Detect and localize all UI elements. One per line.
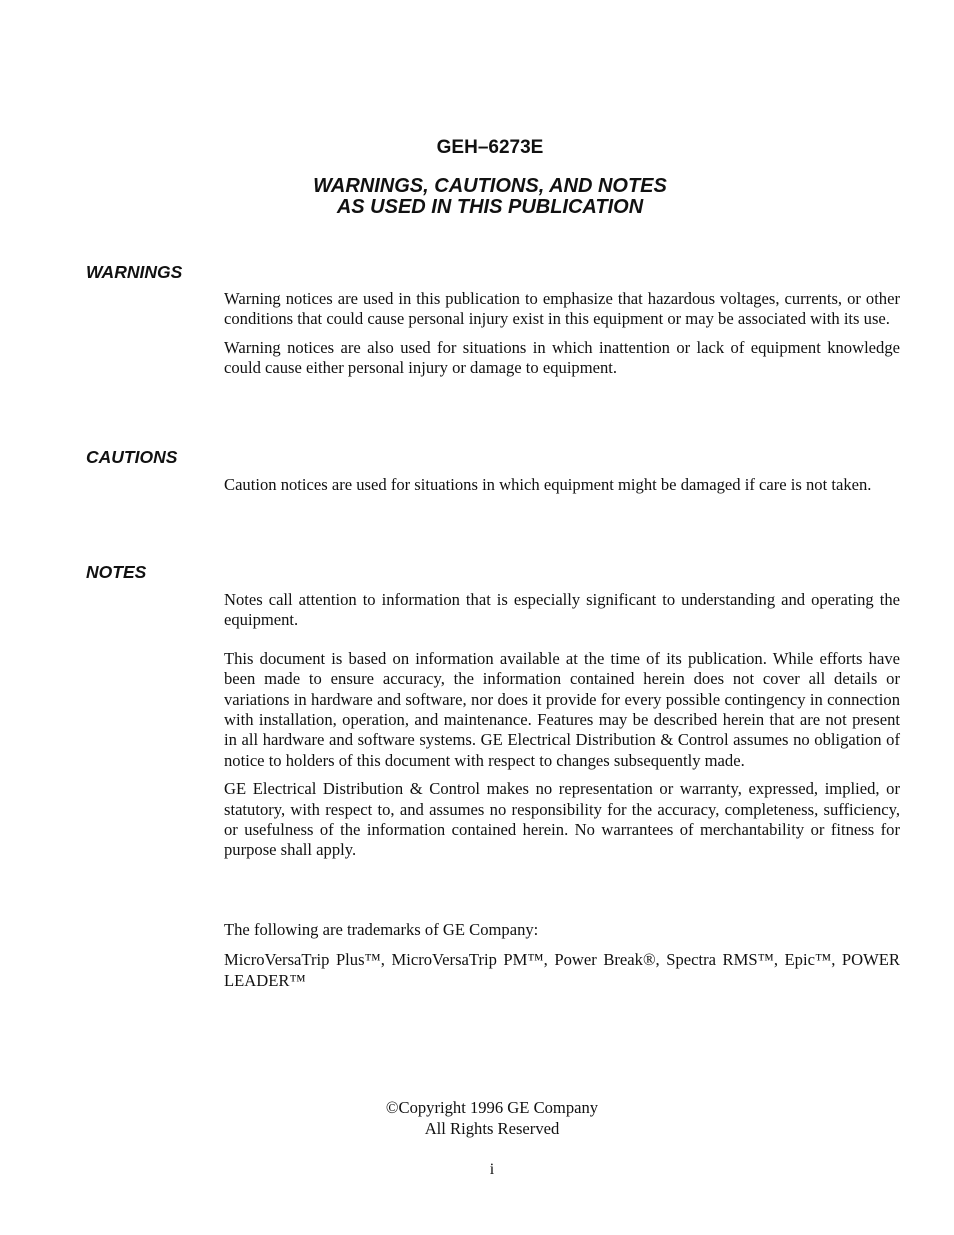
notes-heading: NOTES — [86, 562, 147, 582]
cautions-body — [224, 475, 900, 495]
warnings-paragraph-2: Warning notices are also used for situations in which inattention or lack of equipment knowledge could cause either personal injury or damage to equipment. — [224, 337, 900, 378]
title-line-1: WARNINGS, CAUTIONS, AND NOTES — [313, 175, 667, 197]
copyright-line: ©Copyright 1996 GE Company — [385, 1098, 599, 1117]
rights-line: All Rights Reserved — [424, 1119, 560, 1138]
warnings-heading: WARNINGS — [86, 262, 183, 282]
title-line-2: AS USED IN THIS PUBLICATION — [336, 196, 644, 218]
warnings-paragraph-1: Warning notices are used in this publication to emphasize that hazardous voltages, currents, or other conditions that could cause personal injury exist in this equipment or may be associated with its use. — [224, 289, 900, 329]
notes-paragraph-2: This document is based on information available at the time of its publication. While efforts have been made to ensure accuracy, the information contained herein does not cover all details or variations in hardware and software, nor does it provide for every possible contingency in connection with installation, operation, and maintenance. Features may be described herein that are not present in all hardware and software systems. GE Electrical Distribution & Control assumes no obligation of notice to holders of this document with respect to changes subsequently made. — [224, 648, 900, 770]
cautions-paragraph-1: Caution notices are used for situations in which equipment might be damaged if care is not taken. — [224, 475, 872, 494]
warnings-body — [224, 289, 900, 379]
trademarks-intro: The following are trademarks of GE Company: — [224, 920, 539, 939]
notes-paragraph-3: GE Electrical Distribution & Control makes no representation or warranty, expressed, implied, or statutory, with respect to, and assumes no responsibility for the accuracy, completeness, sufficiency, or usefulness of the information contained herein. No warrantees of merchantability or fitness for purpose shall apply. — [224, 779, 900, 860]
page-title — [0, 176, 954, 218]
trademarks-list: MicroVersaTrip Plus™, MicroVersaTrip PM™, Power Break®, Spectra RMS™, Epic™, POWER LEADER™ — [224, 950, 900, 990]
notes-body — [224, 590, 900, 861]
cautions-heading: CAUTIONS — [86, 447, 178, 467]
notes-paragraph-1: Notes call attention to information that is especially significant to understanding and operating the equipment. — [224, 590, 900, 630]
page-number: i — [489, 1161, 495, 1178]
copyright-block — [0, 1097, 954, 1139]
trademarks-block — [224, 920, 900, 991]
document-number: GEH–6273E — [436, 137, 544, 158]
